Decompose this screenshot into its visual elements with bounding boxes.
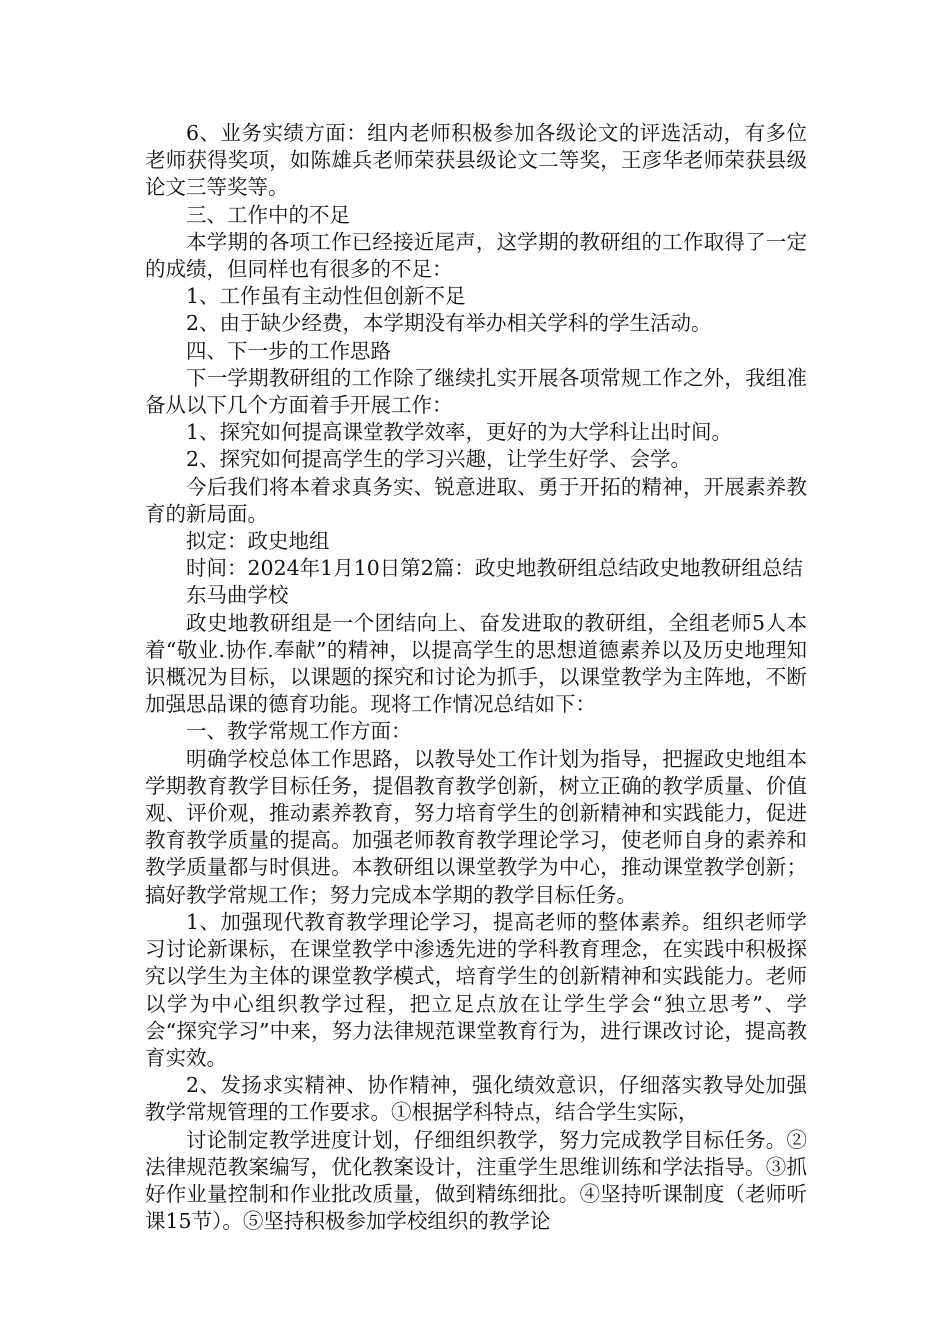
list-item-next-step-1: 1、探究如何提高课堂教学效率，更好的为大学科让出时间。 [186,420,733,445]
paragraph-next-steps-intro: 下一学期教研组的工作除了继续扎实开展各项常规工作之外，我组准备从以下几个方面着手开展工作： [145,365,807,418]
list-item-shortcoming-1: 1、工作虽有主动性但创新不足 [186,284,466,309]
paragraph-outlook: 今后我们将本着求真务实、锐意进取、勇于开拓的精神，开展素养教育的新局面。 [145,474,807,526]
paragraph-routine-work: 明确学校总体工作思路，以教导处工作计划为指导，把握政史地组本学期教育教学目标任务，提倡教育教学创新，树立正确的教学质量、价值观、评价观，推动素养教育，努力培育学生的创新精神和实践能力，促进教育教学质量的提高。加强老师教育教学理论学习，使老师自身的素养和教学质量都与时俱进。本教研组以课堂教学为中心，推动课堂教学创新；搞好教学常规工作；努力完成本学期的教学目标任务。 [145,746,807,907]
document-page [145,120,807,1235]
list-item-shortcoming-2: 2、由于缺少经费，本学期没有举办相关学科的学生活动。 [186,311,712,336]
list-item-practical-spirit: 2、发扬求实精神、协作精神，强化绩效意识，仔细落实教导处加强教学常规管理的工作要求。①根据学科特点，结合学生实际， [145,1073,807,1125]
list-item-theory-study: 1、加强现代教育教学理论学习，提高老师的整体素养。组织老师学习讨论新课标，在课堂教学中渗透先进的学科教育理念，在实践中积极探究以学生为主体的课堂教学模式，培育学生的创新精神和实践能力。老师以学为中心组织教学过程，把立足点放在让学生学会“独立思考”、学会“探究学习”中来，努力法律规范课堂教育行为，进行课改讨论，提高教育实效。 [145,909,807,1070]
heading-next-steps: 四、下一步的工作思路 [186,338,391,363]
paragraph-achievements: 6、业务实绩方面：组内老师积极参加各级论文的评选活动，有多位老师获得奖项，如陈雄兵老师荣获县级论文二等奖，王彦华老师荣获县级论文三等奖等。 [145,121,807,200]
list-item-next-step-2: 2、探究如何提高学生的学习兴趣，让学生好学、会学。 [186,447,692,472]
heading-routine-work: 一、教学常规工作方面： [186,719,412,744]
author-line: 拟定：政史地组 [186,529,330,554]
school-name: 东马曲学校 [186,583,289,608]
paragraph-shortcomings-intro: 本学期的各项工作已经接近尾声，这学期的教研组的工作取得了一定的成绩，但同样也有很多的不足： [145,229,807,282]
paragraph-teaching-plan: 讨论制定教学进度计划，仔细组织教学，努力完成教学目标任务。②法律规范教案编写，优化教案设计，注重学生思维训练和学法指导。③抓好作业量控制和作业批改质量，做到精练细批。④坚持听课制度（老师听课15节）。⑤坚持积极参加学校组织的教学论 [145,1127,807,1234]
paragraph-group-intro: 政史地教研组是一个团结向上、奋发进取的教研组，全组老师5人本着“敬业.协作.奉献”的精神，以提高学生的思想道德素养以及历史地理知识概况为目标，以课题的探究和讨论为抓手，以课堂教学为主阵地，不断加强思品课的德育功能。现将工作情况总结如下： [145,610,807,717]
heading-shortcomings: 三、工作中的不足 [186,202,350,227]
date-and-title-line: 时间：2024年1月10日第2篇：政史地教研组总结政史地教研组总结 [186,556,803,581]
